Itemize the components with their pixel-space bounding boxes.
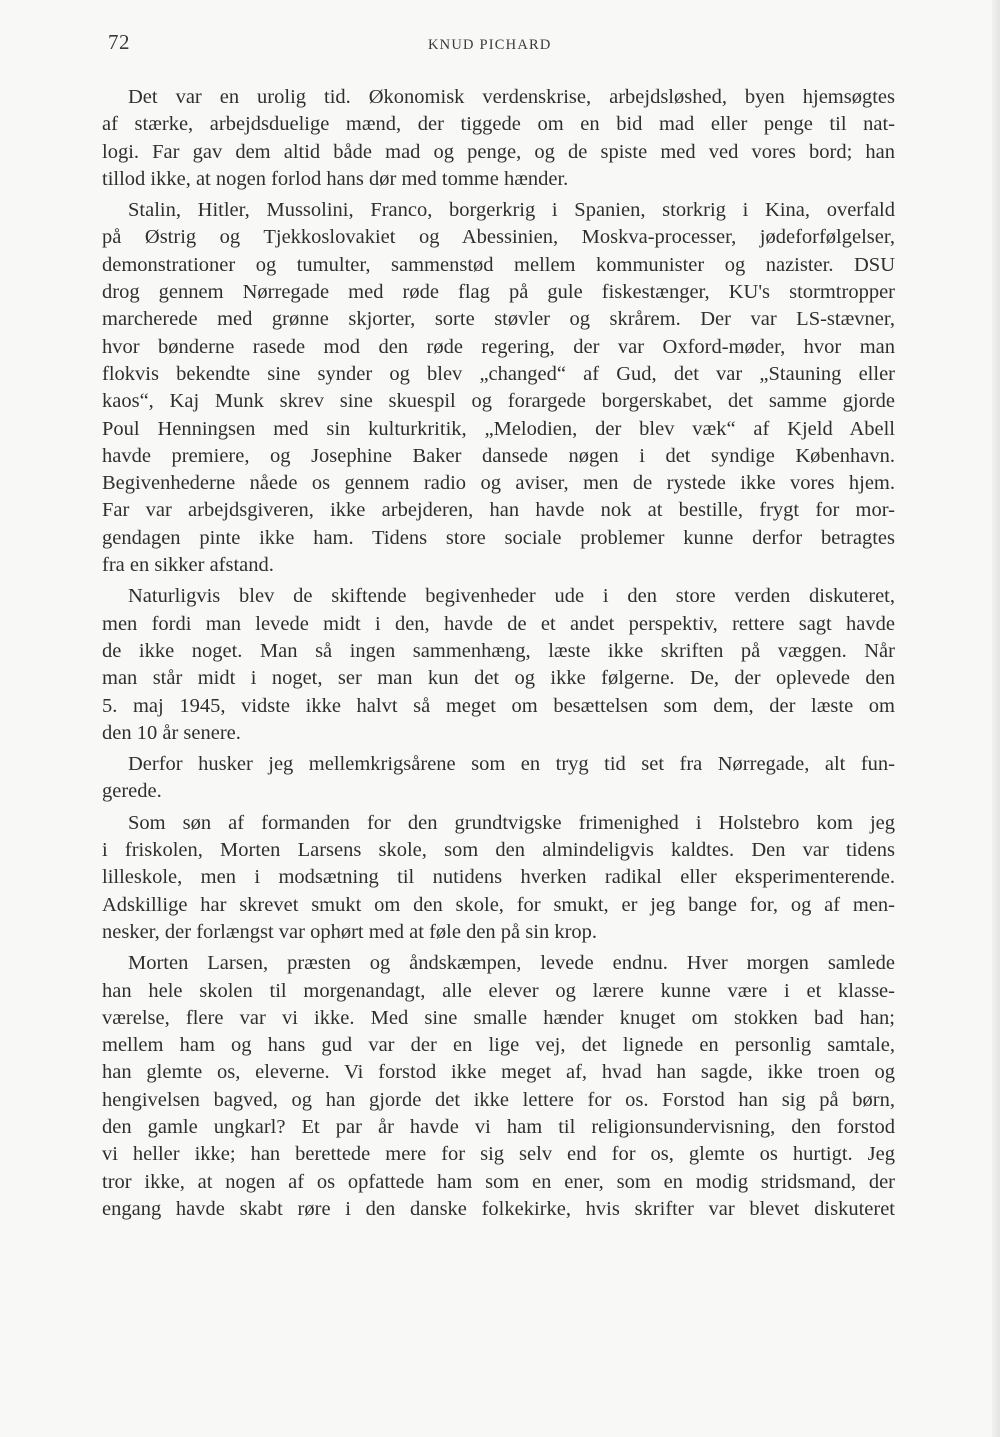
- text-line: Derfor husker jeg mellemkrigsårene som en tryg tid set fra Nørregade, alt fun-: [128, 753, 895, 776]
- text-line: hvor bønderne rasede mod den røde regering, der var Oxford-møder, hvor man: [102, 335, 895, 358]
- text-line: lilleskole, men i modsætning til nutidens hverken radikal eller eksperimenterende.: [102, 866, 895, 889]
- text-line: logi. Far gav dem altid både mad og penge, og de spiste med ved vores bord; han: [102, 140, 895, 163]
- text-line: engang havde skabt røre i den danske folkekirke, hvis skrifter var blevet diskuteret: [102, 1197, 895, 1220]
- scan-edge: [992, 0, 1000, 1437]
- text-line: flokvis bekendte sine synder og blev „changed“ af Gud, det var „Stauning eller: [102, 362, 895, 385]
- text-line: 5. maj 1945, vidste ikke halvt så meget om besættelsen som dem, der læste om: [102, 694, 895, 717]
- text-line: man står midt i noget, ser man kun det og ikke følgerne. De, der oplevede den: [102, 667, 895, 690]
- text-line: demonstrationer og tumulter, sammenstød mellem kommunister og nazister. DSU: [102, 253, 895, 276]
- text-line: marcherede med grønne skjorter, sorte støvler og skrårem. Der var LS-stævner,: [102, 308, 895, 331]
- text-line: gendagen pinte ikke ham. Tidens store sociale problemer kunne derfor betragtes: [102, 526, 895, 549]
- paragraph: [102, 751, 895, 806]
- text-line: nesker, der forlængst var ophørt med at føle den på sin krop.: [102, 920, 598, 943]
- text-line: mellem ham og hans gud var der en lige vej, det lignede en personlig samtale,: [102, 1034, 895, 1057]
- text-line: Morten Larsen, præsten og åndskæmpen, levede endnu. Hver morgen samlede: [128, 952, 895, 975]
- paragraph: [102, 583, 895, 747]
- text-line: hengivelsen bagved, og han gjorde det ikke lettere for os. Forstod han sig på børn,: [102, 1088, 895, 1111]
- text-line: Poul Henningsen med sin kulturkritik, „Melodien, der blev væk“ af Kjeld Abell: [102, 417, 895, 440]
- text-line: kaos“, Kaj Munk skrev sine skuespil og forargede borgerskabet, det samme gjorde: [102, 390, 895, 413]
- text-line: af stærke, arbejdsduelige mænd, der tiggede om en bid mad eller penge til nat-: [102, 113, 895, 136]
- text-line: den gamle ungkarl? Et par år havde vi ham til religionsundervisning, den forstod: [102, 1115, 895, 1138]
- text-line: han hele skolen til morgenandagt, alle elever og lærere kunne være i et klasse-: [102, 979, 895, 1002]
- text-line: Som søn af formanden for den grundtvigske frimenighed i Holstebro kom jeg: [128, 811, 895, 834]
- text-line: fra en sikker afstand.: [102, 554, 274, 577]
- text-line: den 10 år senere.: [102, 721, 241, 744]
- text-line: gerede.: [102, 780, 162, 803]
- text-line: de ikke noget. Man så ingen sammenhæng, læste ikke skriften på væggen. Når: [102, 639, 895, 662]
- text-line: i friskolen, Morten Larsens skole, som den almindeligvis kaldtes. Den var tidens: [102, 839, 895, 862]
- page-number: 72: [108, 30, 130, 54]
- text-line: han glemte os, eleverne. Vi forstod ikke meget af, hvad han sagde, ikke troen og: [102, 1061, 895, 1084]
- body-text: [102, 84, 895, 1223]
- paragraph: [102, 84, 895, 193]
- paragraph: [102, 950, 895, 1223]
- paragraph: [102, 810, 895, 946]
- text-line: tillod ikke, at nogen forlod hans dør med tomme hænder.: [102, 167, 569, 190]
- text-line: havde premiere, og Josephine Baker dansede nøgen i det syndige København.: [102, 444, 895, 467]
- text-line: værelse, flere var vi ikke. Med sine smalle hænder knuget om stokken bad han;: [102, 1006, 895, 1029]
- text-line: Det var en urolig tid. Økonomisk verdenskrise, arbejdsløshed, byen hjemsøgtes: [128, 86, 895, 108]
- text-line: Adskillige har skrevet smukt om den skole, for smukt, er jeg bange for, og af men-: [102, 893, 895, 916]
- text-line: vi heller ikke; han berettede mere for sig selv end for os, glemte os hurtigt. Jeg: [102, 1143, 895, 1166]
- text-line: på Østrig og Tjekkoslovakiet og Abessinien, Moskva-processer, jødeforfølgelser,: [102, 226, 895, 249]
- text-line: Far var arbejdsgiveren, ikke arbejderen, han havde nok at bestille, frygt for mor-: [102, 499, 895, 522]
- text-line: Begivenhederne nåede os gennem radio og aviser, men de rystede ikke vores hjem.: [102, 472, 895, 495]
- text-line: men fordi man levede midt i den, havde de et andet perspektiv, rettere sagt havde: [102, 612, 895, 635]
- running-head: KNUD PICHARD: [428, 37, 552, 53]
- paragraph: [102, 197, 895, 579]
- text-line: Naturligvis blev de skiftende begivenheder ude i den store verden diskuteret,: [128, 585, 895, 608]
- text-line: Stalin, Hitler, Mussolini, Franco, borgerkrig i Spanien, storkrig i Kina, overfald: [128, 199, 895, 222]
- text-line: tror ikke, at nogen af os opfattede ham som en ener, som en modig stridsmand, der: [102, 1170, 895, 1193]
- text-line: drog gennem Nørregade med røde flag på gule fiskestænger, KU's stormtropper: [102, 281, 895, 304]
